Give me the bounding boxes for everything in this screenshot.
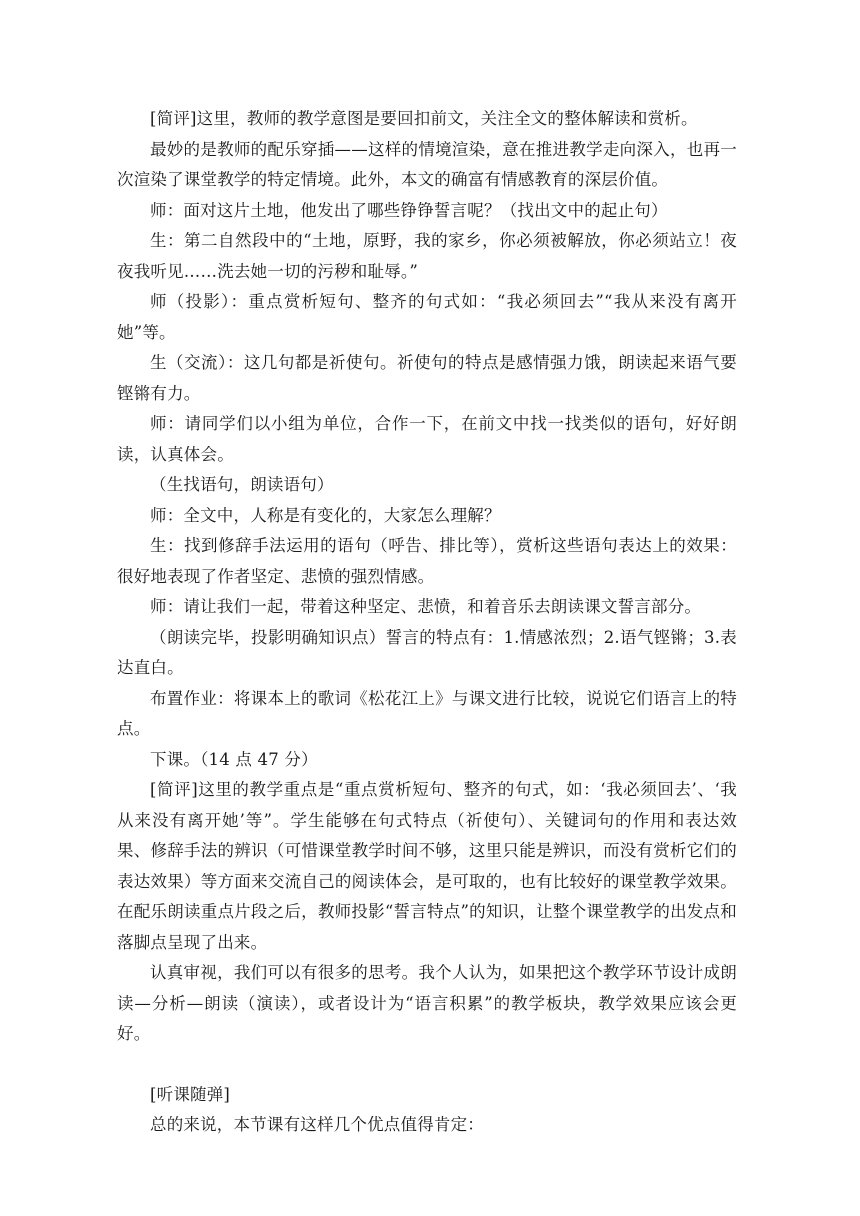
paragraph: 师：请同学们以小组为单位，合作一下，在前文中找一找类似的语句，好好朗读，认真体会。	[117, 414, 737, 464]
paragraph: （生找语句，朗读语句）	[150, 475, 334, 494]
document-body	[117, 104, 737, 1141]
paragraph: 最妙的是教师的配乐穿插——这样的情境渲染，意在推进教学走向深入，也再一次渲染了课堂教学的特定情境。此外，本文的确富有情感教育的深层价值。	[117, 139, 737, 189]
paragraph: 生（交流）：这几句都是祈使句。祈使句的特点是感情强力饿，朗读起来语气要铿锵有力。	[117, 353, 737, 403]
paragraph: 师：请让我们一起，带着这种坚定、悲愤，和着音乐去朗读课文誓言部分。	[150, 597, 702, 616]
paragraph: 师：面对这片土地，他发出了哪些铮铮誓言呢？（找出文中的起止句）	[150, 200, 668, 220]
paragraph: [简评]这里，教师的教学意图是要回扣前文，关注全文的整体解读和赏析。	[150, 109, 698, 128]
paragraph: 认真审视，我们可以有很多的思考。我个人认为，如果把这个教学环节设计成朗读—分析—朗读（演读），或者设计为“语言积累”的教学板块，教学效果应该会更好。	[117, 963, 737, 1043]
section-heading: [听课随弹]	[150, 1084, 231, 1104]
paragraph: 生：第二自然段中的“土地，原野，我的家乡，你必须被解放，你必须站立！夜夜我听见……洗去她一切的污秽和耻辱。”	[117, 231, 737, 281]
paragraph: 下课。（14 点 47 分）	[150, 749, 318, 769]
paragraph: 总的来说，本节课有这样几个优点值得肯定：	[150, 1115, 484, 1134]
paragraph: 师：全文中，人称是有变化的，大家怎么理解？	[150, 505, 501, 525]
paragraph: 生：找到修辞手法运用的语句（呼告、排比等），赏析这些语句表达上的效果：很好地表现了作者坚定、悲愤的强烈情感。	[117, 536, 737, 586]
paragraph: （朗读完毕，投影明确知识点）誓言的特点有：1.情感浓烈；2.语气铿锵；3.表达直白。	[117, 627, 737, 677]
paragraph: 师（投影）：重点赏析短句、整齐的句式如：“我必须回去”“我从来没有离开她”等。	[117, 292, 737, 342]
paragraph: 布置作业：将课本上的歌词《松花江上》与课文进行比较，说说它们语言上的特点。	[117, 688, 737, 738]
paragraph: [简评]这里的教学重点是“重点赏析短句、整齐的句式，如：‘我必须回去’、‘我从来没有离开她’等”。学生能够在句式特点（祈使句）、关键词句的作用和表达效果、修辞手法的辨识（可惜课堂教学时间不够，这里只能是辨识，而没有赏析它们的表达效果）等方面来交流自己的阅读体会，是可取的，也有比较好的课堂教学效果。在配乐朗读重点片段之后，教师投影“誓言特点”的知识，让整个课堂教学的出发点和落脚点呈现了出来。	[117, 780, 737, 952]
